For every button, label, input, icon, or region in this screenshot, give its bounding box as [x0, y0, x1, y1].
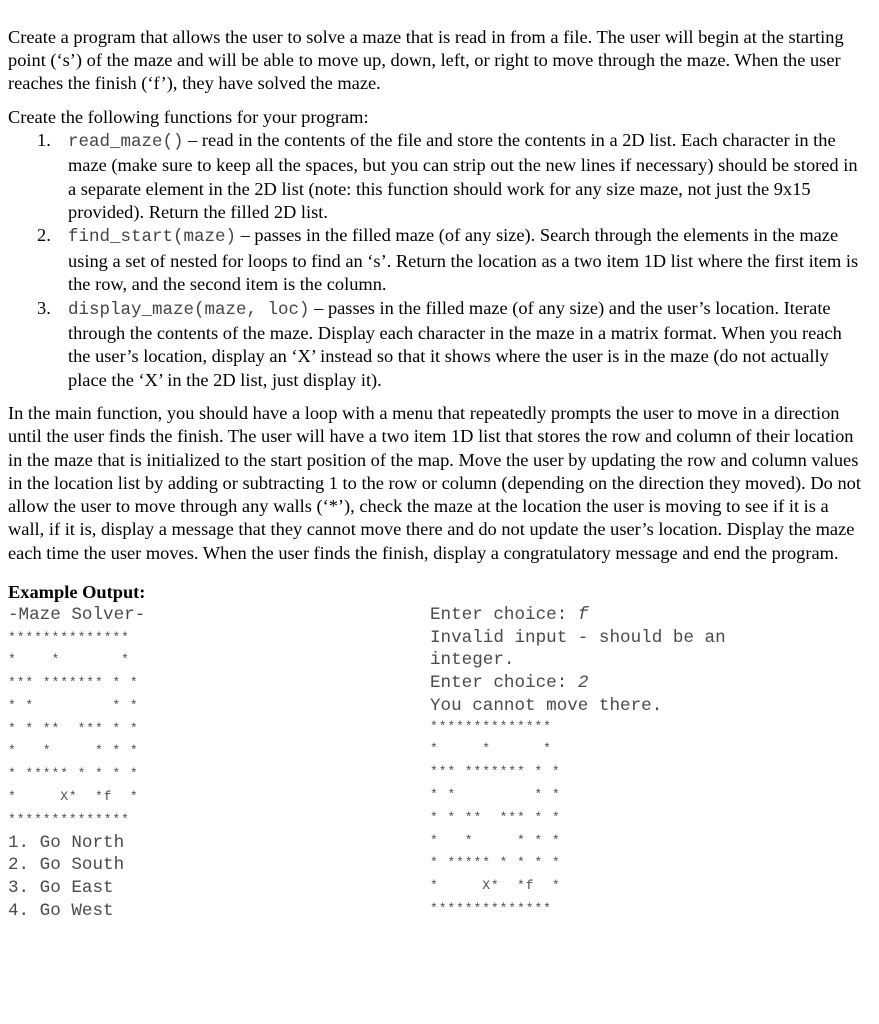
maze-row: * * ** *** * *	[430, 809, 561, 825]
maze-row: * X* *f *	[8, 789, 139, 805]
function-description: – passes in the filled maze (of any size). Search through the elements in the maze using a set of nested for loops to find an ‘s’. Return the location as a two item 1D list where the first item is the row, and the second item is the column.	[68, 225, 859, 295]
item-number: 2.	[37, 225, 51, 246]
maze-row: * * * *	[8, 697, 139, 713]
function-signature: read_maze()	[68, 131, 184, 152]
maze-row: *** ******* * *	[430, 764, 561, 780]
choice-prompt-line	[430, 672, 860, 695]
maze-row: * X* *f *	[430, 878, 561, 894]
choice-prompt-line	[430, 604, 860, 627]
maze-row: **************	[430, 901, 552, 917]
menu-option-north: 1. Go North	[8, 832, 125, 853]
item-number: 3.	[37, 297, 51, 318]
functions-list	[8, 129, 868, 392]
functions-intro: Create the following functions for your program:	[8, 106, 369, 127]
maze-row: * ***** * * * *	[8, 766, 139, 782]
maze-row: * * ** *** * *	[8, 720, 139, 736]
example-left-column	[8, 604, 428, 923]
wall-message: You cannot move there.	[430, 695, 663, 716]
choice-prompt: Enter choice:	[430, 673, 578, 694]
maze-row: **************	[8, 629, 130, 645]
example-output-heading: Example Output:	[8, 581, 146, 602]
maze-row: *** ******* * *	[8, 675, 139, 691]
function-item-display-maze	[8, 297, 868, 393]
program-title: -Maze Solver-	[8, 604, 146, 625]
invalid-input-message-cont: integer.	[430, 650, 515, 671]
maze-display-right	[430, 716, 860, 921]
invalid-input-message: Invalid input - should be an	[430, 627, 726, 648]
menu-option-east: 3. Go East	[8, 878, 114, 899]
maze-row: **************	[8, 811, 130, 827]
menu-option-west: 4. Go West	[8, 901, 114, 922]
user-input: 2	[577, 673, 589, 694]
item-number: 1.	[37, 129, 51, 150]
function-description: – passes in the filled maze (of any size) and the user’s location. Iterate through the contents of the maze. Display each character in the maze in a matrix format. When you reach the user’s location, display an ‘X’ instead so that it shows where the user is in the maze (do not actually place the ‘X’ in the 2D list, just display it).	[68, 297, 842, 390]
maze-row: * * *	[430, 741, 552, 757]
user-input: f	[577, 604, 589, 625]
function-item-read-maze	[8, 129, 868, 225]
document-page	[8, 26, 868, 944]
function-signature: display_maze(maze, loc)	[68, 299, 310, 320]
example-output	[8, 604, 868, 944]
maze-display-left	[8, 627, 428, 832]
choice-prompt: Enter choice:	[430, 604, 578, 625]
maze-row: * * *	[8, 652, 130, 668]
function-description: – read in the contents of the file and store the contents in a 2D list. Each character in the maze (make sure to keep all the spaces, but you can strip out the new lines if necessary) should be stored in a separate element in the 2D list (note: this function should work for any size maze, not just the 9x15 provided). Return the filled 2D list.	[68, 129, 858, 223]
maze-row: * * * * *	[8, 743, 139, 759]
function-signature: find_start(maze)	[68, 227, 237, 248]
maze-row: * ***** * * * *	[430, 855, 561, 871]
menu-option-south: 2. Go South	[8, 855, 125, 876]
example-right-column	[430, 604, 860, 921]
maze-row: * * * *	[430, 787, 561, 803]
intro-paragraph: Create a program that allows the user to solve a maze that is read in from a file. The user will begin at the starting point (‘s’) of the maze and will be able to move up, down, left, or right to move through the maze. When the user reaches the finish (‘f’), they have solved the maze.	[8, 27, 844, 94]
function-item-find-start	[8, 224, 868, 296]
main-function-paragraph: In the main function, you should have a loop with a menu that repeatedly prompts the user to move in a direction until the user finds the finish. The user will have a two item 1D list that stores the row and column of their location in the maze that is initialized to the start position of the map. Move the user by updating the row and column values in the location list by adding or subtracting 1 to the row or column (depending on the direction they moved). Do not allow the user to move through any walls (‘*’), check the maze at the location the user is moving to see if it is a wall, if it is, display a message that they cannot move there and do not update the user’s location. Display the maze each time the user moves. When the user finds the finish, display a congratulatory message and end the program.	[8, 403, 861, 563]
maze-row: **************	[430, 718, 552, 734]
maze-row: * * * * *	[430, 832, 561, 848]
